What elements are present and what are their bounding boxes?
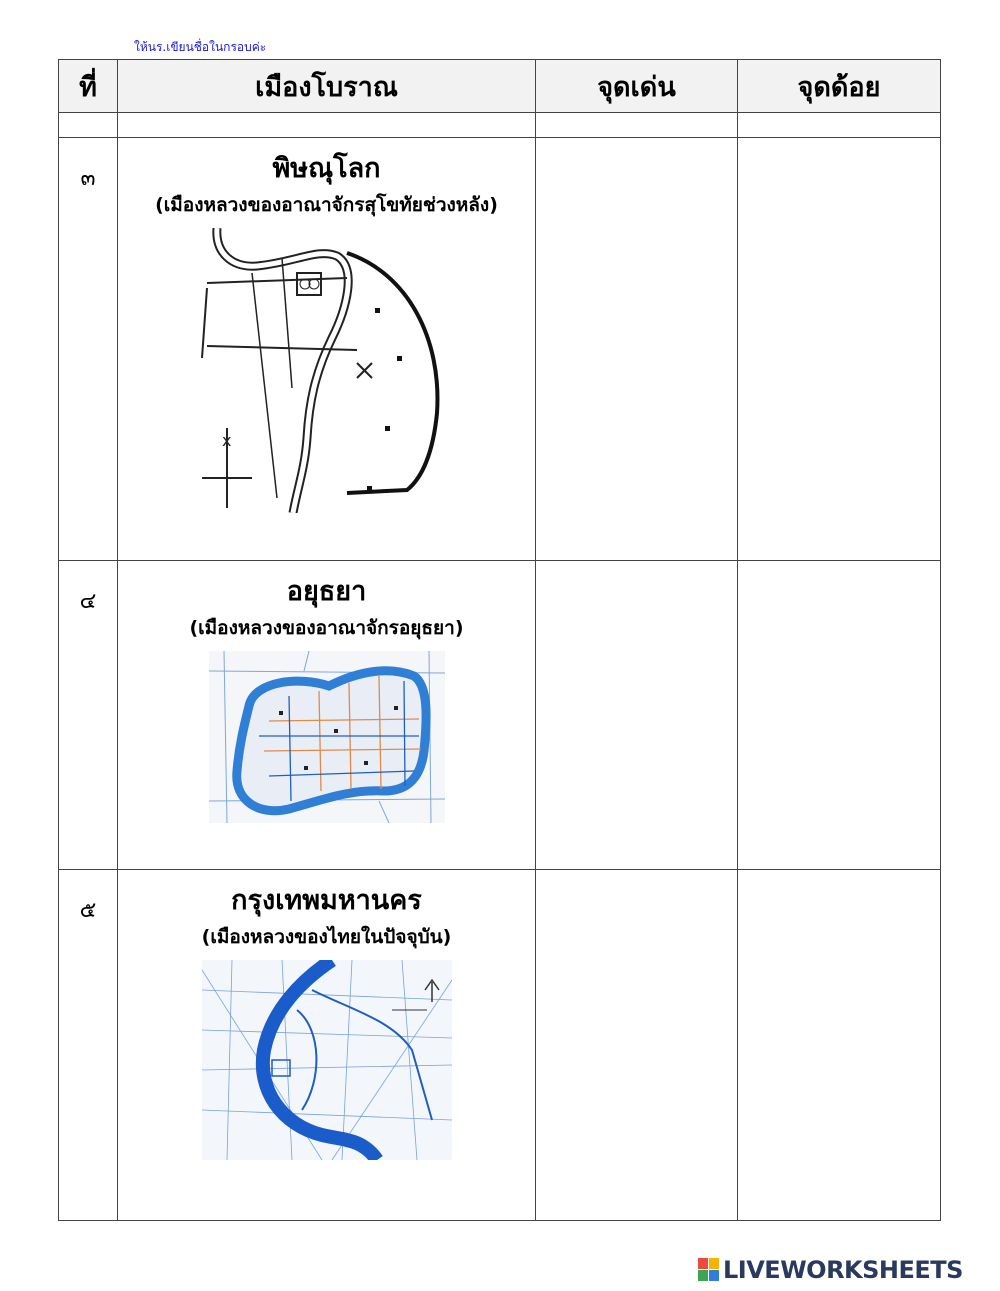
city-description: (เมืองหลวงของอาณาจักรอยุธยา) [189,617,464,639]
weaknesses-cell[interactable] [738,138,941,561]
phitsanulok-map [197,228,457,513]
strengths-input[interactable] [536,870,737,1220]
instruction-text: ให้นร.เขียนชื่อในกรอบค่ะ [134,40,267,54]
city-description: (เมืองหลวงของอาณาจักรสุโขทัยช่วงหลัง) [155,194,498,216]
row-number: ๔ [59,561,118,870]
city-description: (เมืองหลวงของไทยในปัจจุบัน) [201,926,452,948]
city-cell [118,561,536,870]
strengths-cell[interactable] [536,138,738,561]
worksheet-table [58,59,941,1221]
strengths-cell[interactable] [536,561,738,870]
weaknesses-input[interactable] [738,138,940,560]
city-name: กรุงเทพมหานคร [231,885,422,916]
logo-text: LIVEWORKSHEETS [723,1256,963,1284]
row-number: ๓ [59,138,118,561]
strengths-input[interactable] [536,561,737,869]
strengths-cell[interactable] [536,870,738,1221]
row-number: ๕ [59,870,118,1221]
city-cell [118,138,536,561]
table-row [59,561,941,870]
blank-cell [118,113,536,138]
weaknesses-cell[interactable] [738,870,941,1221]
header-weaknesses: จุดด้อย [738,60,941,113]
weaknesses-input[interactable] [738,561,940,869]
liveworksheets-logo [698,1256,963,1284]
city-name: อยุธยา [286,576,367,607]
blank-row [59,113,941,138]
svg-text:x: x [221,431,231,450]
liveworksheets-logo-icon [698,1258,720,1282]
ayutthaya-map [209,651,445,823]
header-strengths: จุดเด่น [536,60,738,113]
blank-cell [738,113,941,138]
table-row [59,870,941,1221]
header-number: ที่ [59,60,118,113]
table-row [59,138,941,561]
bangkok-map [202,960,452,1160]
city-cell [118,870,536,1221]
weaknesses-input[interactable] [738,870,940,1220]
weaknesses-cell[interactable] [738,561,941,870]
blank-cell [536,113,738,138]
table-header-row [59,60,941,113]
blank-cell [59,113,118,138]
header-ancient-city: เมืองโบราณ [118,60,536,113]
strengths-input[interactable] [536,138,737,560]
city-name: พิษณุโลก [272,153,381,184]
